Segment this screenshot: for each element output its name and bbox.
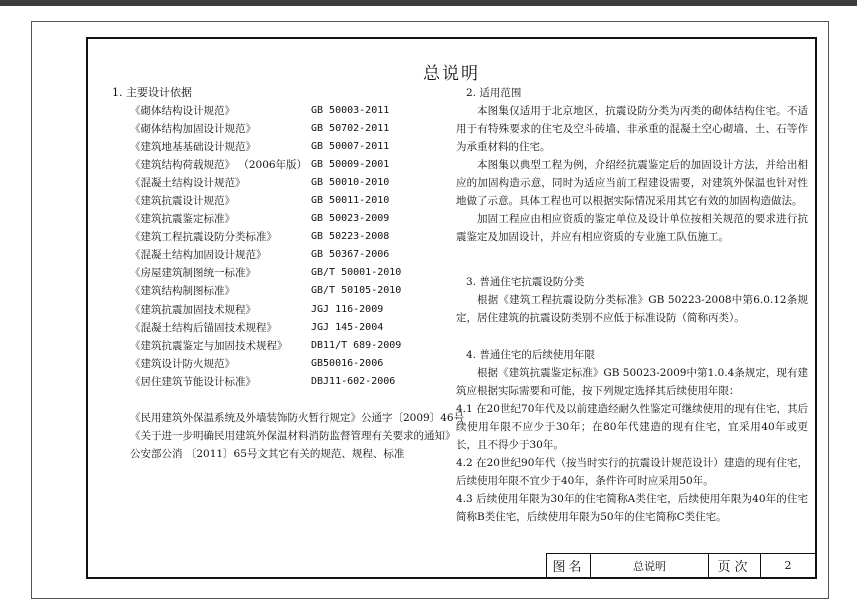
extra-reference-line: 《关于进一步明确民用建筑外保温材料消防监督管理有关要求的通知》: [130, 430, 456, 442]
reference-name: 《混凝土结构设计规范》: [130, 177, 246, 190]
reference-code: GB 50367-2006: [311, 249, 390, 261]
reference-code: JGJ 116-2009: [311, 303, 384, 315]
reference-item: [130, 264, 470, 282]
reference-name: 《砌体结构加固设计规范》: [130, 123, 256, 136]
section-2-paragraph: 加固工程应由相应资质的鉴定单位及设计单位按相关规范的要求进行抗震鉴定及加固设计，并应有相应资质的专业施工队伍施工。: [456, 213, 808, 243]
drawing-name-label: 图名: [547, 554, 591, 577]
reference-item: [130, 156, 470, 174]
reference-name: 《建筑抗震设计规范》: [130, 195, 235, 208]
section-2-paragraph: 本图集以典型工程为例，介绍经抗震鉴定后的加固设计方法，并给出相应的加固构造示意，同时为适应当前工程建设需要，对建筑外保温也针对性地做了示意。具体工程也可以根据实际情况采用其它有效的加固构造做法。: [456, 159, 808, 207]
reference-item: [130, 246, 470, 264]
reference-item: [130, 174, 470, 192]
drawing-frame: [86, 37, 817, 579]
reference-item: [130, 355, 470, 373]
section-1-heading: 1. 主要设计依据: [112, 86, 192, 99]
reference-name: 《混凝土结构加固设计规范》: [130, 249, 267, 262]
reference-item: [130, 210, 470, 228]
reference-name: 《建筑设计防火规范》: [130, 357, 235, 370]
reference-item: [130, 192, 470, 210]
reference-item: [130, 120, 470, 138]
reference-item: [130, 337, 470, 355]
section-3-heading: 3. 普通住宅抗震设防分类: [466, 276, 585, 288]
reference-code: GB 50023-2009: [311, 213, 390, 225]
reference-code: GB 50011-2010: [311, 195, 390, 207]
reference-code: GB 50007-2011: [311, 141, 390, 153]
reference-code: GB 50010-2010: [311, 177, 390, 189]
section-2-paragraph: 本图集仅适用于北京地区，抗震设防分类为丙类的砌体结构住宅。不适用于有特殊要求的住宅及空斗砖墙、非承重的混凝土空心砌墙、土、石等作为承重材料的住宅。: [456, 105, 808, 153]
reference-code: GB 50223-2008: [311, 231, 390, 243]
section-2-heading: 2. 适用范围: [466, 87, 522, 99]
reference-name: 《房屋建筑制图统一标准》: [130, 267, 256, 280]
reference-code: GB/T 50001-2010: [311, 267, 402, 279]
section-4-item: 4.3 后续使用年限为30年的住宅简称A类住宅，后续使用年限为40年的住宅简称B类住宅，后续使用年限为50年的住宅简称C类住宅。: [456, 493, 808, 523]
section-4-item: 4.1 在20世纪70年代及以前建造经耐久性鉴定可继续使用的现有住宅，其后续使用年限不应少于30年；在80年代建造的现有住宅，宜采用40年或更长，且不得少于30年。: [456, 403, 808, 451]
reference-name: 《建筑抗震鉴定标准》: [130, 213, 235, 226]
section-4-intro: 根据《建筑抗震鉴定标准》GB 50023-2009中第1.0.4条规定，现有建筑应根据实际需要和可能，按下列规定选择其后续使用年限：: [456, 367, 808, 397]
extra-references: [130, 409, 465, 463]
reference-name: 《建筑抗震鉴定与加固技术规程》: [130, 339, 288, 352]
reference-item: [130, 102, 470, 120]
reference-list: [130, 102, 470, 391]
page-title: 总说明: [423, 64, 480, 84]
reference-item: [130, 138, 470, 156]
reference-code: GB/T 50105-2010: [311, 285, 402, 297]
reference-item: [130, 282, 470, 300]
reference-code: GB 50702-2011: [311, 123, 390, 135]
section-4-item: 4.2 在20世纪90年代（按当时实行的抗震设计规范设计）建造的现有住宅，后续使用年限不宜少于40年，条件许可时应采用50年。: [456, 457, 808, 487]
reference-code: DB11/T 689-2009: [311, 339, 402, 351]
reference-code: DBJ11-602-2006: [311, 375, 396, 387]
reference-item: [130, 319, 470, 337]
reference-name: 《建筑结构制图标准》: [130, 285, 235, 298]
section-4-heading: 4. 普通住宅的后续使用年限: [466, 349, 595, 361]
extra-reference-line: 公安部公消 〔2011〕65号文其它有关的规范、规程、标准: [130, 448, 405, 460]
page-number-label: 页次: [709, 554, 761, 577]
title-block: [546, 553, 815, 577]
reference-code: GB 50003-2011: [311, 105, 390, 116]
reference-name: 《居住建筑节能设计标准》: [130, 375, 256, 388]
reference-name: 《建筑工程抗震设防分类标准》: [130, 231, 277, 244]
reference-item: [130, 228, 470, 246]
reference-item: [130, 301, 470, 319]
reference-code: GB 50009-2001: [311, 159, 390, 171]
drawing-name: 总说明: [591, 554, 709, 577]
extra-reference-line: 《民用建筑外保温系统及外墙装饰防火暂行规定》公通字〔2009〕46号: [130, 412, 465, 424]
reference-name: 《建筑抗震加固技术规程》: [130, 303, 256, 316]
page-number: 2: [784, 559, 792, 572]
reference-code: JGJ 145-2004: [311, 321, 384, 333]
reference-code: GB50016-2006: [311, 357, 384, 369]
section-3-paragraph: 根据《建筑工程抗震设防分类标准》GB 50223-2008中第6.0.12条规定，居住建筑的抗震设防类别不应低于标准设防（简称丙类）。: [456, 294, 808, 324]
reference-name: 《砌体结构设计规范》: [130, 105, 235, 117]
reference-name: 《混凝土结构后锚固技术规程》: [130, 321, 277, 334]
reference-item: [130, 373, 470, 391]
reference-name: 《建筑结构荷载规范》 （2006年版）: [130, 159, 308, 172]
reference-name: 《建筑地基基础设计规范》: [130, 141, 256, 154]
top-bar: [0, 0, 857, 6]
